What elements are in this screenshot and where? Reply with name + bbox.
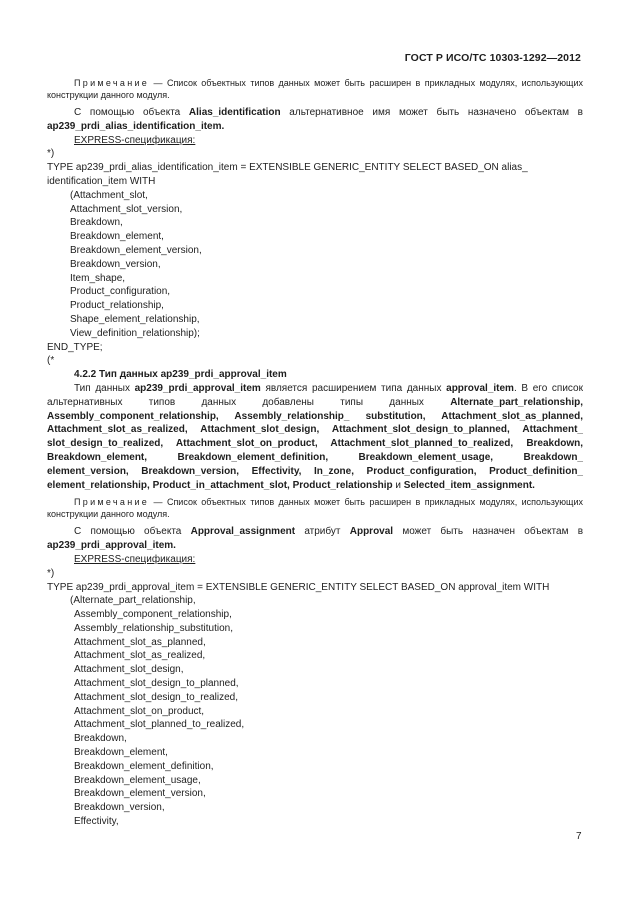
select-item: Assembly_component_relationship,: [74, 609, 232, 621]
note-text: — Список объектных типов данных может быть расширен в прикладных модулях, использующих конструкции данного модуля.: [47, 497, 583, 519]
express-label: EXPRESS-спецификация:: [74, 553, 196, 565]
comment-close: *): [47, 148, 55, 160]
select-item: Item_shape,: [70, 272, 126, 284]
select-item: Attachment_slot_as_planned,: [74, 636, 206, 648]
type-name: Selected_item_assignment.: [403, 479, 535, 491]
end-type-line: END_TYPE;: [47, 341, 103, 353]
type-name: ap239_prdi_approval_item: [134, 382, 261, 394]
select-item: Attachment_slot_version,: [70, 203, 183, 215]
text-run: и: [392, 479, 404, 491]
type-name: ap239_prdi_approval_item.: [47, 540, 176, 552]
text-run: . В его список альтернативных типов данных добавлены типы данных: [47, 382, 583, 408]
paragraph-alias: [47, 106, 583, 134]
express-code-block-2: [47, 567, 583, 829]
select-item: Breakdown_element_version,: [70, 244, 202, 256]
select-item: Attachment_slot_design_to_planned,: [74, 678, 239, 690]
select-item: Product_relationship,: [70, 300, 164, 312]
text-run: атрибут: [295, 526, 350, 538]
text-run: является расширением типа данных: [260, 382, 447, 394]
select-item: Effectivity,: [74, 816, 119, 828]
type-name: ap239_prdi_alias_identification_item.: [47, 120, 225, 132]
base-type-name: approval_item: [446, 382, 514, 394]
express-label: EXPRESS-спецификация:: [74, 134, 196, 146]
select-item: Breakdown_element,: [70, 231, 164, 243]
select-item: Attachment_slot_design,: [74, 664, 184, 676]
note-lead: Примечание: [74, 497, 150, 508]
text-run: может быть назначен объектам в: [393, 526, 584, 538]
select-item: Breakdown_version,: [70, 258, 161, 270]
select-item: Attachment_slot_on_product,: [74, 705, 205, 717]
type-list: Alternate_part_relationship, Assembly_component_relationship, Assembly_relationship_ substitution, Attachment_slot_as_planned, Attachment_slot_as_realized, Attachment_slot_design, Attachment_slot_design_to_planned, Attachment_ slot_design_to_realized, Attachment_slot_on_product, Attachment_slot_planned_to_realized, Breakdown, Breakdown_element, Breakdown_element_definition, Breakdown_element_usage, Breakdown_ element_version, Breakdown_version, Effectivity, In_zone, Product_configuration, Product_definition_ element_relationship, Product_in_attachment_slot, Product_relationship: [47, 396, 583, 491]
comment-close: *): [47, 567, 55, 579]
comment-open: (*: [47, 355, 55, 367]
select-item: Product_configuration,: [70, 286, 171, 298]
section-heading: [47, 368, 583, 382]
express-code-block-1: [47, 147, 583, 368]
select-item: Breakdown_version,: [74, 802, 165, 814]
attribute-name: Approval: [349, 526, 394, 538]
select-item-list: [70, 594, 583, 608]
select-item: Breakdown_element_usage,: [74, 774, 201, 786]
select-item: Attachment_slot_as_realized,: [74, 650, 206, 662]
page-content: [47, 78, 583, 829]
select-item: Attachment_slot_planned_to_realized,: [74, 719, 245, 731]
paragraph-approval-assignment: [47, 525, 583, 553]
text-run: Тип данных: [74, 382, 135, 394]
select-item: Attachment_slot_design_to_realized,: [74, 691, 238, 703]
select-item: Breakdown,: [70, 217, 123, 229]
section-title: Тип данных ap239_prdi_approval_item: [99, 369, 287, 381]
text-run: альтернативное имя может быть назначено объектам в: [280, 107, 583, 118]
text-run: С помощью объекта: [74, 526, 191, 538]
paragraph-approval-type: [47, 382, 583, 492]
note-1: [47, 78, 583, 101]
select-item-list: [70, 189, 583, 341]
select-item-list: [74, 608, 583, 829]
select-item: Shape_element_relationship,: [70, 313, 200, 325]
standard-header: ГОСТ Р ИСО/ТС 10303-1292—2012: [404, 52, 581, 64]
section-number: 4.2.2: [74, 369, 97, 381]
select-item: (Alternate_part_relationship,: [70, 595, 196, 607]
text-run: С помощью объекта: [74, 107, 189, 118]
note-lead: Примечание: [74, 78, 150, 88]
type-declaration-line: TYPE ap239_prdi_alias_identification_item = EXTENSIBLE GENERIC_ENTITY SELECT BASED_ON alias_: [47, 162, 528, 174]
note-2: [47, 497, 583, 520]
note-text: — Список объектных типов данных может быть расширен в прикладных модулях, использующих конструкции данного модуля.: [47, 78, 583, 100]
select-item: Breakdown,: [74, 733, 127, 745]
select-item: (Attachment_slot,: [70, 189, 148, 201]
type-declaration-line: identification_item WITH: [47, 175, 156, 187]
select-item: Breakdown_element,: [74, 747, 168, 759]
page-number: 7: [576, 831, 582, 842]
type-declaration-line: TYPE ap239_prdi_approval_item = EXTENSIBLE GENERIC_ENTITY SELECT BASED_ON approval_item WITH: [47, 581, 550, 593]
entity-name: Alias_identification: [188, 107, 281, 118]
entity-name: Approval_assignment: [190, 526, 296, 538]
select-item: Breakdown_element_definition,: [74, 760, 214, 772]
select-item: Breakdown_element_version,: [74, 788, 206, 800]
select-item: View_definition_relationship);: [70, 327, 200, 339]
select-item: Assembly_relationship_substitution,: [74, 622, 233, 634]
